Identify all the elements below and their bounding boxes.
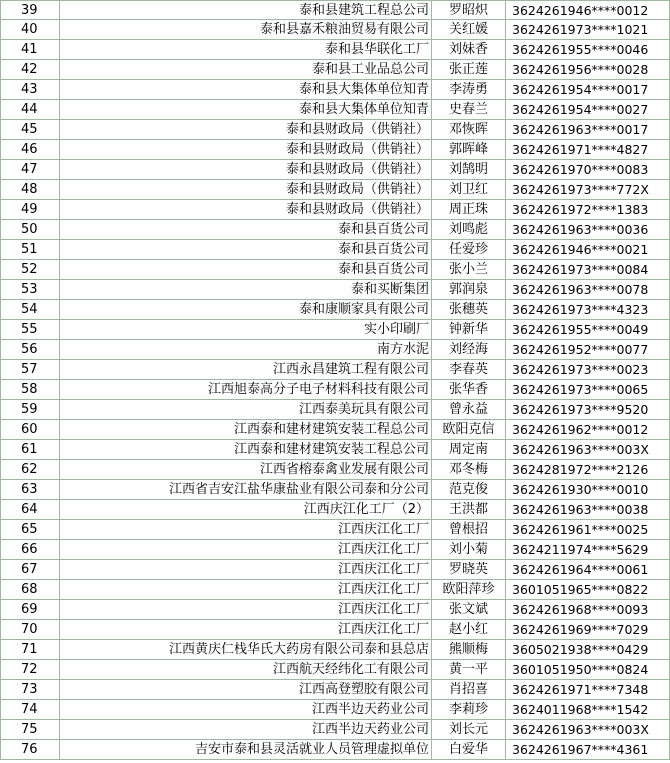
name-cell[interactable]: 李莉珍 — [432, 700, 506, 719]
table-row — [0, 40, 670, 60]
name-cell[interactable]: 范克俊 — [432, 480, 506, 499]
table-row — [0, 380, 670, 400]
row-number-cell[interactable]: 66 — [0, 540, 60, 559]
id-number-cell[interactable]: 3624261971****7348 — [506, 680, 670, 699]
table-row — [0, 120, 670, 140]
id-number-cell[interactable]: 3624261961****0025 — [506, 520, 670, 539]
id-number-cell[interactable]: 3624261963****0036 — [506, 220, 670, 239]
row-number-cell[interactable]: 73 — [0, 680, 60, 699]
id-number-cell[interactable]: 3624261963****003X — [506, 440, 670, 459]
name-cell[interactable]: 关红媛 — [432, 20, 506, 39]
table-row — [0, 80, 670, 100]
name-cell[interactable]: 罗晓英 — [432, 560, 506, 579]
name-cell[interactable]: 周定南 — [432, 440, 506, 459]
unit-cell[interactable]: 泰和县华联化工厂 — [60, 40, 432, 59]
name-cell[interactable]: 郭润泉 — [432, 280, 506, 299]
name-cell[interactable]: 刘长元 — [432, 720, 506, 739]
unit-cell[interactable]: 江西半边天药业公司 — [60, 700, 432, 719]
row-number-cell[interactable]: 71 — [0, 640, 60, 659]
row-number-cell[interactable]: 61 — [0, 440, 60, 459]
id-number-cell[interactable]: 3624261963****0017 — [506, 120, 670, 139]
table-row — [0, 440, 670, 460]
unit-cell[interactable]: 南方水泥 — [60, 340, 432, 359]
name-cell[interactable]: 刘小菊 — [432, 540, 506, 559]
unit-cell[interactable]: 泰和县财政局（供销社） — [60, 200, 432, 219]
id-number-cell[interactable]: 3601051965****0822 — [506, 580, 670, 599]
row-number-cell[interactable]: 58 — [0, 380, 60, 399]
name-cell[interactable]: 罗昭炽 — [432, 1, 506, 19]
id-number-cell[interactable]: 3624261946****0021 — [506, 240, 670, 259]
name-cell[interactable]: 曾永益 — [432, 400, 506, 419]
unit-cell[interactable]: 江西庆江化工厂 — [60, 620, 432, 639]
table-row — [0, 260, 670, 280]
unit-cell[interactable]: 江西旭泰高分子电子材料科技有限公司 — [60, 380, 432, 399]
unit-cell[interactable]: 江西庆江化工厂 — [60, 560, 432, 579]
row-number-cell[interactable]: 39 — [0, 1, 60, 19]
id-number-cell[interactable]: 3624261964****0061 — [506, 560, 670, 579]
table-row — [0, 740, 670, 760]
table-row — [0, 600, 670, 620]
row-number-cell[interactable]: 70 — [0, 620, 60, 639]
unit-cell[interactable]: 实小印刷厂 — [60, 320, 432, 339]
unit-cell[interactable]: 泰和县财政局（供销社） — [60, 160, 432, 179]
row-number-cell[interactable]: 43 — [0, 80, 60, 99]
row-number-cell[interactable]: 56 — [0, 340, 60, 359]
name-cell[interactable]: 张小兰 — [432, 260, 506, 279]
id-number-cell[interactable]: 3624261972****1383 — [506, 200, 670, 219]
row-number-cell[interactable]: 53 — [0, 280, 60, 299]
name-cell[interactable]: 刘经海 — [432, 340, 506, 359]
unit-cell[interactable]: 泰和县嘉禾粮油贸易有限公司 — [60, 20, 432, 39]
table-row — [0, 200, 670, 220]
table-row — [0, 420, 670, 440]
name-cell[interactable]: 李涛勇 — [432, 80, 506, 99]
table-row — [0, 20, 670, 40]
id-number-cell[interactable]: 3624261973****4323 — [506, 300, 670, 319]
id-number-cell[interactable]: 3605021938****0429 — [506, 640, 670, 659]
id-number-cell[interactable]: 3624261967****4361 — [506, 740, 670, 759]
id-number-cell[interactable]: 3624011968****1542 — [506, 700, 670, 719]
table-row — [0, 320, 670, 340]
row-number-cell[interactable]: 46 — [0, 140, 60, 159]
unit-cell[interactable]: 江西泰美玩具有限公司 — [60, 400, 432, 419]
unit-cell[interactable]: 江西省吉安江盐华康盐业有限公司泰和分公司 — [60, 480, 432, 499]
table-row — [0, 680, 670, 700]
id-number-cell[interactable]: 3624261969****7029 — [506, 620, 670, 639]
id-number-cell[interactable]: 3624261973****0084 — [506, 260, 670, 279]
id-number-cell[interactable]: 3624261955****0046 — [506, 40, 670, 59]
id-number-cell[interactable]: 3624261973****772X — [506, 180, 670, 199]
id-number-cell[interactable]: 3624261973****9520 — [506, 400, 670, 419]
row-number-cell[interactable]: 63 — [0, 480, 60, 499]
unit-cell[interactable]: 吉安市泰和县灵活就业人员管理虚拟单位 — [60, 740, 432, 759]
row-number-cell[interactable]: 64 — [0, 500, 60, 519]
row-number-cell[interactable]: 41 — [0, 40, 60, 59]
table-row — [0, 240, 670, 260]
id-number-cell[interactable]: 3624261956****0028 — [506, 60, 670, 79]
name-cell[interactable]: 熊顺梅 — [432, 640, 506, 659]
row-number-cell[interactable]: 60 — [0, 420, 60, 439]
id-number-cell[interactable]: 3624261973****0023 — [506, 360, 670, 379]
id-number-cell[interactable]: 3624261963****003X — [506, 720, 670, 739]
unit-cell[interactable]: 泰和县大集体单位知青 — [60, 100, 432, 119]
id-number-cell[interactable]: 3624261973****0065 — [506, 380, 670, 399]
unit-cell[interactable]: 江西庆江化工厂 — [60, 580, 432, 599]
id-number-cell[interactable]: 3624211974****5629 — [506, 540, 670, 559]
table-row — [0, 160, 670, 180]
table-row — [0, 60, 670, 80]
unit-cell[interactable]: 泰和县财政局（供销社） — [60, 140, 432, 159]
row-number-cell[interactable]: 68 — [0, 580, 60, 599]
unit-cell[interactable]: 江西黄庆仁栈华氏大药房有限公司泰和县总店 — [60, 640, 432, 659]
table-row — [0, 0, 670, 20]
row-number-cell[interactable]: 52 — [0, 260, 60, 279]
row-number-cell[interactable]: 74 — [0, 700, 60, 719]
table-row — [0, 360, 670, 380]
id-number-cell[interactable]: 3624261963****0038 — [506, 500, 670, 519]
name-cell[interactable]: 刘鹄明 — [432, 160, 506, 179]
table-row — [0, 520, 670, 540]
unit-cell[interactable]: 江西航天经纬化工有限公司 — [60, 660, 432, 679]
row-number-cell[interactable]: 67 — [0, 560, 60, 579]
id-number-cell[interactable]: 3624261973****1021 — [506, 20, 670, 39]
unit-cell[interactable]: 江西庆江化工厂 — [60, 540, 432, 559]
name-cell[interactable]: 张正莲 — [432, 60, 506, 79]
row-number-cell[interactable]: 51 — [0, 240, 60, 259]
row-number-cell[interactable]: 75 — [0, 720, 60, 739]
name-cell[interactable]: 刘鸣彪 — [432, 220, 506, 239]
row-number-cell[interactable]: 40 — [0, 20, 60, 39]
name-cell[interactable]: 邓冬梅 — [432, 460, 506, 479]
name-cell[interactable]: 肖招喜 — [432, 680, 506, 699]
row-number-cell[interactable]: 62 — [0, 460, 60, 479]
table-row — [0, 620, 670, 640]
row-number-cell[interactable]: 69 — [0, 600, 60, 619]
name-cell[interactable]: 王洪都 — [432, 500, 506, 519]
row-number-cell[interactable]: 55 — [0, 320, 60, 339]
id-number-cell[interactable]: 3624261955****0049 — [506, 320, 670, 339]
name-cell[interactable]: 白爱华 — [432, 740, 506, 759]
id-number-cell[interactable]: 3624261962****0012 — [506, 420, 670, 439]
table-row — [0, 500, 670, 520]
name-cell[interactable]: 任爱珍 — [432, 240, 506, 259]
table-row — [0, 300, 670, 320]
id-number-cell[interactable]: 3624281972****2126 — [506, 460, 670, 479]
unit-cell[interactable]: 江西泰和建材建筑安装工程总公司 — [60, 420, 432, 439]
table-row — [0, 700, 670, 720]
unit-cell[interactable]: 江西庆江化工厂（2） — [60, 500, 432, 519]
name-cell[interactable]: 曾根招 — [432, 520, 506, 539]
id-number-cell[interactable]: 3624261954****0027 — [506, 100, 670, 119]
name-cell[interactable]: 黄一平 — [432, 660, 506, 679]
unit-cell[interactable]: 江西泰和建材建筑安装工程总公司 — [60, 440, 432, 459]
id-number-cell[interactable]: 3624261963****0078 — [506, 280, 670, 299]
name-cell[interactable]: 张文斌 — [432, 600, 506, 619]
unit-cell[interactable]: 泰和县百货公司 — [60, 260, 432, 279]
name-cell[interactable]: 钟新华 — [432, 320, 506, 339]
table-row — [0, 720, 670, 740]
name-cell[interactable]: 欧阳萍珍 — [432, 580, 506, 599]
row-number-cell[interactable]: 72 — [0, 660, 60, 679]
table-row — [0, 180, 670, 200]
table-row — [0, 460, 670, 480]
row-number-cell[interactable]: 49 — [0, 200, 60, 219]
row-number-cell[interactable]: 50 — [0, 220, 60, 239]
row-number-cell[interactable]: 76 — [0, 740, 60, 759]
id-number-cell[interactable]: 3624261930****0010 — [506, 480, 670, 499]
name-cell[interactable]: 张华香 — [432, 380, 506, 399]
row-number-cell[interactable]: 57 — [0, 360, 60, 379]
id-number-cell[interactable]: 3624261954****0017 — [506, 80, 670, 99]
unit-cell[interactable]: 江西高登塑胶有限公司 — [60, 680, 432, 699]
name-cell[interactable]: 周正珠 — [432, 200, 506, 219]
unit-cell[interactable]: 泰和县财政局（供销社） — [60, 180, 432, 199]
table-row — [0, 540, 670, 560]
row-number-cell[interactable]: 44 — [0, 100, 60, 119]
unit-cell[interactable]: 江西庆江化工厂 — [60, 600, 432, 619]
unit-cell[interactable]: 泰和县财政局（供销社） — [60, 120, 432, 139]
unit-cell[interactable]: 江西半边天药业公司 — [60, 720, 432, 739]
name-cell[interactable]: 赵小红 — [432, 620, 506, 639]
row-number-cell[interactable]: 48 — [0, 180, 60, 199]
table-row — [0, 400, 670, 420]
row-number-cell[interactable]: 47 — [0, 160, 60, 179]
unit-cell[interactable]: 泰和买断集团 — [60, 280, 432, 299]
name-cell[interactable]: 张穗英 — [432, 300, 506, 319]
table-row — [0, 480, 670, 500]
table-row — [0, 340, 670, 360]
table-row — [0, 640, 670, 660]
name-cell[interactable]: 郭晖峰 — [432, 140, 506, 159]
name-cell[interactable]: 刘妹香 — [432, 40, 506, 59]
id-number-cell[interactable]: 3601051950****0824 — [506, 660, 670, 679]
unit-cell[interactable]: 泰和县工业品总公司 — [60, 60, 432, 79]
row-number-cell[interactable]: 54 — [0, 300, 60, 319]
id-number-cell[interactable]: 3624261952****0077 — [506, 340, 670, 359]
unit-cell[interactable]: 泰和康顺家具有限公司 — [60, 300, 432, 319]
unit-cell[interactable]: 泰和县建筑工程总公司 — [60, 1, 432, 19]
unit-cell[interactable]: 江西庆江化工厂 — [60, 520, 432, 539]
unit-cell[interactable]: 江西省榕泰禽业发展有限公司 — [60, 460, 432, 479]
row-number-cell[interactable]: 65 — [0, 520, 60, 539]
row-number-cell[interactable]: 59 — [0, 400, 60, 419]
unit-cell[interactable]: 泰和县百货公司 — [60, 240, 432, 259]
name-cell[interactable]: 李春英 — [432, 360, 506, 379]
unit-cell[interactable]: 泰和县百货公司 — [60, 220, 432, 239]
table-row — [0, 100, 670, 120]
name-cell[interactable]: 欧阳克信 — [432, 420, 506, 439]
name-cell[interactable]: 史春兰 — [432, 100, 506, 119]
table-row — [0, 560, 670, 580]
id-number-cell[interactable]: 3624261968****0093 — [506, 600, 670, 619]
id-number-cell[interactable]: 3624261971****4827 — [506, 140, 670, 159]
row-number-cell[interactable]: 42 — [0, 60, 60, 79]
name-cell[interactable]: 刘卫红 — [432, 180, 506, 199]
unit-cell[interactable]: 泰和县大集体单位知青 — [60, 80, 432, 99]
name-cell[interactable]: 邓恢晖 — [432, 120, 506, 139]
row-number-cell[interactable]: 45 — [0, 120, 60, 139]
table-row — [0, 220, 670, 240]
table-row — [0, 280, 670, 300]
table-row — [0, 580, 670, 600]
table-row — [0, 660, 670, 680]
id-number-cell[interactable]: 3624261970****0083 — [506, 160, 670, 179]
unit-cell[interactable]: 江西永昌建筑工程有限公司 — [60, 360, 432, 379]
id-number-cell[interactable]: 3624261946****0012 — [506, 1, 670, 19]
table-row — [0, 140, 670, 160]
